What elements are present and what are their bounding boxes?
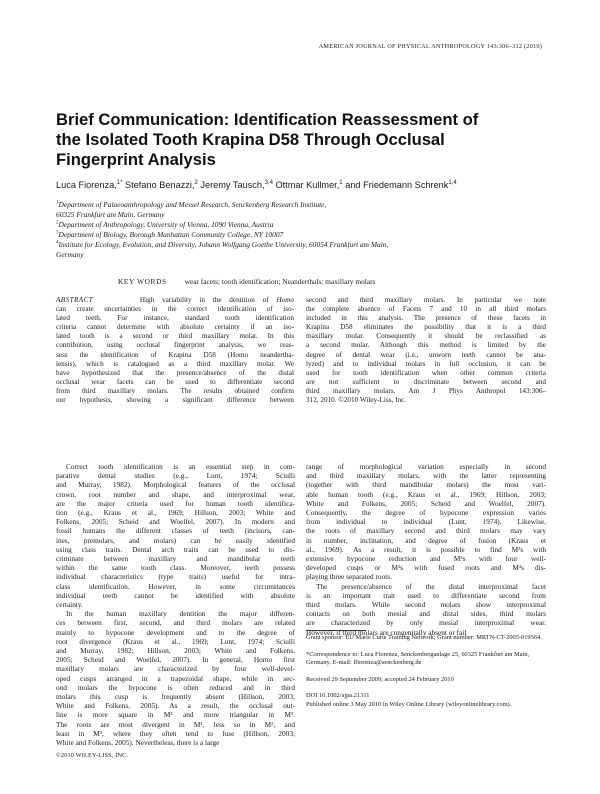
author-list — [56, 180, 556, 190]
body-line: oped cusps arranged in a trapezoidal shape, while in sec- — [56, 673, 295, 683]
body-line: class identification. However, in some circumstances — [56, 581, 295, 591]
keywords-text: wear facets; tooth identification; Neanderthals; maxillary molars — [184, 277, 376, 286]
abstract-line: can create uncertainties in the correct identification of iso- — [56, 305, 294, 314]
footnote-rule — [306, 630, 366, 631]
keywords — [118, 277, 548, 286]
body-line: tion (e.g., Kraus et al., 1969; Hillson, 2003; White and — [56, 508, 295, 518]
footnotes — [306, 634, 546, 710]
body-line: and Murray, 1982). Morphological features of the occlusal — [56, 480, 295, 490]
keywords-label: KEY WORDS — [118, 277, 167, 286]
author-name: Friedemann Schrenk — [363, 180, 449, 190]
doi-note: DOI 10.1002/ajpa.21311 — [306, 692, 370, 700]
author-affil-sup: 1,4 — [448, 179, 457, 186]
body-line: and third maxillary molars, with the latter representing — [306, 471, 546, 481]
abstract-line: a second molar. Although this method is limited by the — [306, 341, 546, 350]
affiliation-text: Department of Palaeoanthropology and Messel Research, Senckenberg Research Institute, — [58, 200, 327, 209]
affiliations — [56, 200, 546, 261]
author-affil-sup: 2 — [194, 179, 198, 186]
author-affil-sup: 1 — [339, 179, 343, 186]
abstract-line: lyzed) and to individual molars in full occlusion, it can be — [306, 359, 546, 368]
body-line: fossil humans the different classes of teeth (incisors, can- — [56, 526, 295, 536]
body-line: in number, inclination, and degree of fusion (Kraus et — [306, 535, 546, 545]
affiliation-sup: 2 — [56, 220, 59, 226]
abstract-line: Krapina D58 eliminates the possibility that it is a third — [306, 323, 546, 332]
body-line: parative dental studies (e.g., Lunt, 1974; Sciulli — [56, 471, 295, 481]
body-line: criminate between maxillary and mandibular teeth — [56, 554, 295, 564]
body-line: root divergence (Kraus et al., 1969; Lunt, 1974; Sciulli — [56, 636, 295, 646]
body-line: individual characteristics (type traits) useful for intra- — [56, 572, 295, 582]
body-line: (together with third mandibular molars) the most vari- — [306, 480, 546, 490]
body-line: third molars. While second molars show interproximal — [306, 600, 546, 610]
affiliation-text: 60325 Frankfurt am Main, Germany — [56, 210, 165, 220]
body-line: ines, premolars, and molars) can be easily identified — [56, 535, 295, 545]
abstract-line: 312, 2010. ©2010 Wiley-Liss, Inc. — [306, 396, 407, 405]
body-line: However, if third molars are congenitally absent or fail — [306, 627, 467, 637]
body-line: certainty. — [56, 600, 83, 610]
author-name: Luca Fiorenza, — [56, 180, 117, 190]
abstract-line: contribution, using occlusal fingerprint analysis, we reas- — [56, 341, 294, 350]
body-line: mainly to hypocone development and to the degree of — [56, 627, 295, 637]
body-line: range of morphological variation especially in second — [306, 462, 546, 471]
affiliation-sup: 3 — [56, 230, 59, 236]
body-line: developed cusps or M²s with fused roots and M³s dis- — [306, 563, 546, 573]
author-affil-sup: 1* — [116, 179, 123, 186]
body-line: ces between first, second, and third molars are related — [56, 618, 295, 628]
body-line: al., 1969). As a result, it is possible to find M²s with — [306, 544, 546, 554]
affiliation-line — [56, 220, 546, 230]
affiliation-line — [56, 200, 546, 210]
affiliation-text: Germany — [56, 250, 84, 260]
title-line: Brief Communication: Identification Reassessment of — [56, 110, 479, 129]
abstract-line: are not sufficient to discriminate between second and — [306, 377, 546, 386]
abstract-line — [56, 296, 294, 305]
title-line: Fingerprint Analysis — [56, 150, 216, 169]
running-head: AMERICAN JOURNAL OF PHYSICAL ANTHROPOLOGY 143:306–312 (2010) — [318, 43, 542, 50]
body-line: In the human maxillary dentition the major differen- — [66, 609, 295, 619]
article-title — [56, 110, 526, 170]
abstract-line: lated teeth. For instance, standard tooth identification — [56, 314, 294, 323]
body-line: White and Folkens, 2005; Scheid and Woelfel, 2007). — [306, 498, 546, 508]
abstract-line: maxillary molar. Consequently it should be reclassified as — [306, 332, 546, 341]
abstract-line: lated tooth is a second or third maxillary molar. In this — [56, 332, 294, 341]
body-line: the roots of maxillary second and third molars may vary — [306, 526, 546, 536]
affiliation-text: Institute for Ecology, Evolution, and Diversity, Johann Wolfgang Goethe University, 60054 Frankfurt am Main, — [58, 240, 389, 250]
affiliation-sup: 4 — [56, 240, 59, 246]
body-line: maxillary molars are characterized by four well-devel- — [56, 664, 295, 674]
affiliation-line — [56, 230, 546, 240]
abstract-line: from third maxillary molars. The results obtained confirm — [56, 386, 294, 395]
body-line: Folkens, 2005; Scheid and Woelfel, 2007). In modern and — [56, 517, 295, 527]
title-line: the Isolated Tooth Krapina D58 Through Occlusal — [56, 130, 445, 149]
abstract-line: the complete absence of Facets 7 and 10 in all third molars — [306, 305, 546, 314]
body-line: are the major criteria used for human tooth identifica- — [56, 498, 295, 508]
body-line: White and Folkens, 2005). As a result, the occlusal out- — [56, 701, 295, 711]
abstract-line: have hypothesized that the presence/absence of the distal — [56, 368, 294, 377]
body-right-column — [306, 462, 546, 637]
abstract-line: lensis), which is catalogued as a third maxillary molar. We — [56, 359, 294, 368]
author-affil-sup: 3,4 — [264, 179, 273, 186]
body-line: is an important trait used to differentiate second from — [306, 590, 546, 600]
affiliation-line — [56, 250, 546, 260]
abstract-line: our hypothesis, showing a significant difference between — [56, 396, 294, 405]
body-line: are characterized by only mesial interproximal wear. — [306, 618, 546, 628]
body-left-column — [56, 462, 295, 747]
copyright-footer: ©2010 WILEY-LISS, INC. — [56, 752, 129, 759]
author-name: Ottmar Kullmer, — [275, 180, 340, 190]
body-line: White and Folkens, 2005). Nevertheless, there is a large — [56, 738, 220, 748]
body-line: extensive hypocone reduction and M³s with four well- — [306, 554, 546, 564]
affiliation-line — [56, 210, 546, 220]
body-line: from individual to individual (Lunt, 1974). Likewise, — [306, 517, 546, 527]
body-line: contacts on both mesial and distal sides, third molars — [306, 609, 546, 619]
affiliation-text: Department of Anthropology, University of Vienna, 1090 Vienna, Austria — [58, 220, 274, 230]
abstract-line: second and third maxillary molars. In particular we note — [306, 296, 546, 304]
published-note: Published online 3 May 2010 in Wiley Online Library (wileyonlinelibrary.com). — [306, 700, 512, 708]
body-line: able human tooth (e.g., Kraus et al., 1969; Hillson, 2003; — [306, 489, 546, 499]
abstract-right-column — [306, 296, 546, 405]
abstract-italic: Homo — [276, 296, 295, 304]
body-line: individual teeth cannot be identified with absolute — [56, 590, 295, 600]
abstract-line: criteria cannot determine with absolute certainty if an iso- — [56, 323, 294, 332]
affiliation-line — [56, 240, 546, 250]
grant-note: Grant sponsor: EU Marie Curie Training Network; Grant number: MRTN-CT-2005-019564. — [306, 634, 542, 641]
abstract-line: included in this analysis. The presence of these facets in — [306, 314, 546, 323]
abstract-line: third maxillary molars. Am J Phys Anthropol 143:306– — [306, 386, 546, 395]
body-line: 2005; Scheid and Woelfel, 2007). In general, Homo first — [56, 655, 295, 665]
body-line: ond molars the hypocone is often reduced and in third — [56, 682, 295, 692]
abstract-label: ABSTRACT — [56, 296, 94, 304]
body-line: Correct tooth identification is an essential step in com- — [66, 462, 295, 471]
body-line: crown, root number and shape, and interproximal wear, — [56, 489, 295, 499]
affiliation-text: Department of Biology, Borough Manhattan Community College, NY 10007 — [58, 230, 284, 240]
body-line: and Murray, 1982; Hillson, 2003; White and Folkens, — [56, 646, 295, 656]
body-line: molars this cusp is frequently absent (Hillson, 2003; — [56, 692, 295, 702]
abstract-left-column — [56, 296, 294, 405]
author-name: Stefano Benazzi, — [125, 180, 195, 190]
body-line: The presence/absence of the distal interproximal facet — [316, 581, 546, 591]
body-line: The roots are most divergent in M¹, less so in M², and — [56, 719, 295, 729]
abstract-line: used for tooth identification when other common criteria — [306, 368, 546, 377]
abstract-line: degree of dental wear (i.e., unworn teeth cannot be ana- — [306, 350, 546, 359]
abstract-line: occlusal wear facets can be used to differentiate second — [56, 377, 294, 386]
body-line: least in M³, where they often tend to fuse (Hillson, 2003; — [56, 728, 295, 738]
abstract-line: sess the identification of Krapina D58 (Homo neandertha- — [56, 350, 294, 359]
abstract-text: High variability in the dentition of — [139, 296, 269, 304]
author-name: Jeremy Tausch, — [200, 180, 265, 190]
body-line: playing three separated roots. — [306, 572, 392, 582]
body-line: within the same tooth class. Moreover, teeth possess — [56, 563, 295, 573]
body-line: Consequently, the degree of hypocone expression varies — [306, 508, 546, 518]
correspondence-note: *Correspondence to: Luca Fiorenza, Senckenberganlage 25, 60325 Frankfurt am Main, Germany. E-mail: lfiorenza@senckenberg.de — [306, 650, 530, 667]
body-line: line is more square in M² and more triangular in M³. — [56, 710, 295, 720]
author-conjunction: and — [345, 180, 361, 190]
affiliation-sup: 1 — [56, 200, 59, 206]
body-line: using class traits. Dental arch traits can be used to dis- — [56, 544, 295, 554]
received-note: Received 29 September 2009; accepted 24 February 2010 — [306, 675, 454, 683]
